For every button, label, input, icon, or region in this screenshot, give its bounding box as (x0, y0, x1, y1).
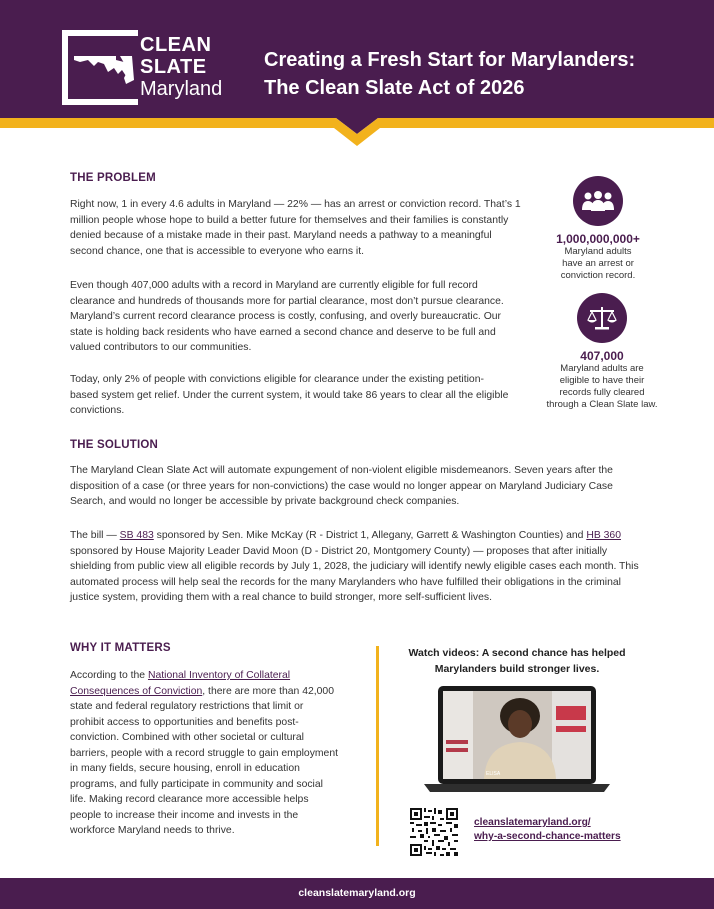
stat-description (538, 246, 658, 282)
problem-paragraph-3: Today, only 2% of people with convictions eligible for clearance under the existing petition-based system get relief. Under the current system, it would take 86 years to clear all the eligible convictions. (70, 374, 509, 416)
stat-desc-line: through a Clean Slate law. (546, 399, 658, 410)
page-title-line2: The Clean Slate Act of 2026 (264, 77, 525, 99)
solution-paragraph-1: The Maryland Clean Slate Act will automate expungement of non-violent eligible misdemeanors. Seven years after the disposition of a case (or three years for non-convictions) the case would no longer appear on Maryland Judiciary Case Search, and would no longer be accessible by private background check companies. (70, 465, 613, 507)
stat-eligible-records (538, 293, 666, 411)
solution-heading: THE SOLUTION (70, 439, 159, 451)
gold-divider (376, 646, 379, 846)
video-page-link[interactable] (474, 816, 621, 844)
solution-text: sponsored by Sen. Mike McKay (R - District 1, Allegany, Garrett & Washington Counties) and (153, 530, 587, 541)
why-heading: WHY IT MATTERS (70, 642, 171, 654)
problem-heading: THE PROBLEM (70, 172, 156, 184)
person-face (508, 710, 532, 738)
why-text: , there are more than 42,000 state and federal regulatory restrictions that limit or prohibit access to opportunities and benefits post-conviction. Combined with other societal or cultural barriers, people with a record struggle to gain employment in many fields, secure housing, enroll in education programs, and fully participate in community and social life. Making record clearance more accessible helps people to increase their income and invests in the workforce Maryland needs to thrive. (70, 685, 338, 836)
video-caption-line: Marylanders build stronger lives. (434, 663, 600, 675)
stat-value: 407,000 (580, 349, 624, 363)
video-name-tag: ELISA (486, 771, 501, 777)
solution-text: The bill — (70, 530, 120, 541)
logo-word-clean: CLEAN (140, 34, 212, 56)
stat-desc-line: records fully cleared (559, 387, 645, 398)
page-title (264, 46, 704, 102)
stat-description (538, 363, 666, 411)
stat-value: 1,000,000,000+ (556, 232, 640, 246)
stat-arrest-records (538, 176, 658, 282)
stat-desc-line: conviction record. (560, 270, 636, 281)
video-thumbnail[interactable] (424, 686, 610, 794)
page-title-line1: Creating a Fresh Start for Marylanders: (264, 49, 636, 71)
footer-url[interactable]: cleanslatemaryland.org (298, 887, 416, 899)
solution-paragraph-2 (70, 528, 646, 606)
scales-icon (586, 304, 618, 332)
laptop-base (424, 784, 610, 792)
people-group-icon (581, 190, 615, 212)
clean-slate-logo (62, 30, 234, 105)
stat-desc-line: have an arrest or (562, 258, 634, 269)
qr-code (410, 808, 458, 856)
logo-word-maryland: Maryland (140, 78, 223, 100)
header-banner (0, 0, 714, 150)
maryland-map-icon (74, 50, 136, 86)
video-link-line[interactable]: why-a-second-chance-matters (474, 831, 621, 842)
stat-icon-circle (573, 176, 623, 226)
stat-desc-line: eligible to have their (559, 375, 645, 386)
national-inventory-link[interactable]: National Inventory of Collateral Consequences of Conviction (70, 670, 291, 697)
video-caption (398, 645, 636, 677)
problem-paragraph-2: Even though 407,000 adults with a record in Maryland are currently eligible for full record clearance and hundreds of thousands more for partial clearance, most don’t pursue clearance. Maryland’s current record clearance process is costly, confusing, and overly bureaucratic. Our state is holding back residents who have earned a second chance and deserve to be full and valued contributors to our communities. (70, 280, 504, 353)
logo-word-slate: SLATE (140, 56, 207, 78)
why-paragraph (70, 668, 338, 839)
hb-360-link[interactable]: HB 360 (586, 530, 621, 541)
why-text: According to the (70, 670, 148, 681)
video-caption-line: Watch videos: A second chance has helped (408, 647, 626, 659)
stat-icon-circle (577, 293, 627, 343)
video-link-line[interactable]: cleanslatemaryland.org/ (474, 817, 591, 828)
footer (0, 878, 714, 909)
solution-text: sponsored by House Majority Leader David Moon (D - District 20, Montgomery County) — proposes that after initially shielding from public view all eligible records by July 1, 2028, the judiciary will identify newly eligible cases each month. This automated process will help seal the records for the many Marylanders who have fulfilled their obligations in the criminal justice system, providing them with a real chance to build stronger, more self-sufficient lives. (70, 545, 639, 603)
stat-desc-line: Maryland adults are (560, 363, 644, 374)
problem-paragraph-1: Right now, 1 in every 4.6 adults in Maryland — 22% — has an arrest or conviction record. That’s 1 million people whose hope to build a better future for themselves and their families is constantly denied because of a mistake made in their past. Maryland needs a pathway to a meaningful second chance, one that is accessible to everyone who earns it. (70, 199, 521, 257)
sb-483-link[interactable]: SB 483 (119, 530, 154, 541)
stat-desc-line: Maryland adults (564, 246, 632, 257)
